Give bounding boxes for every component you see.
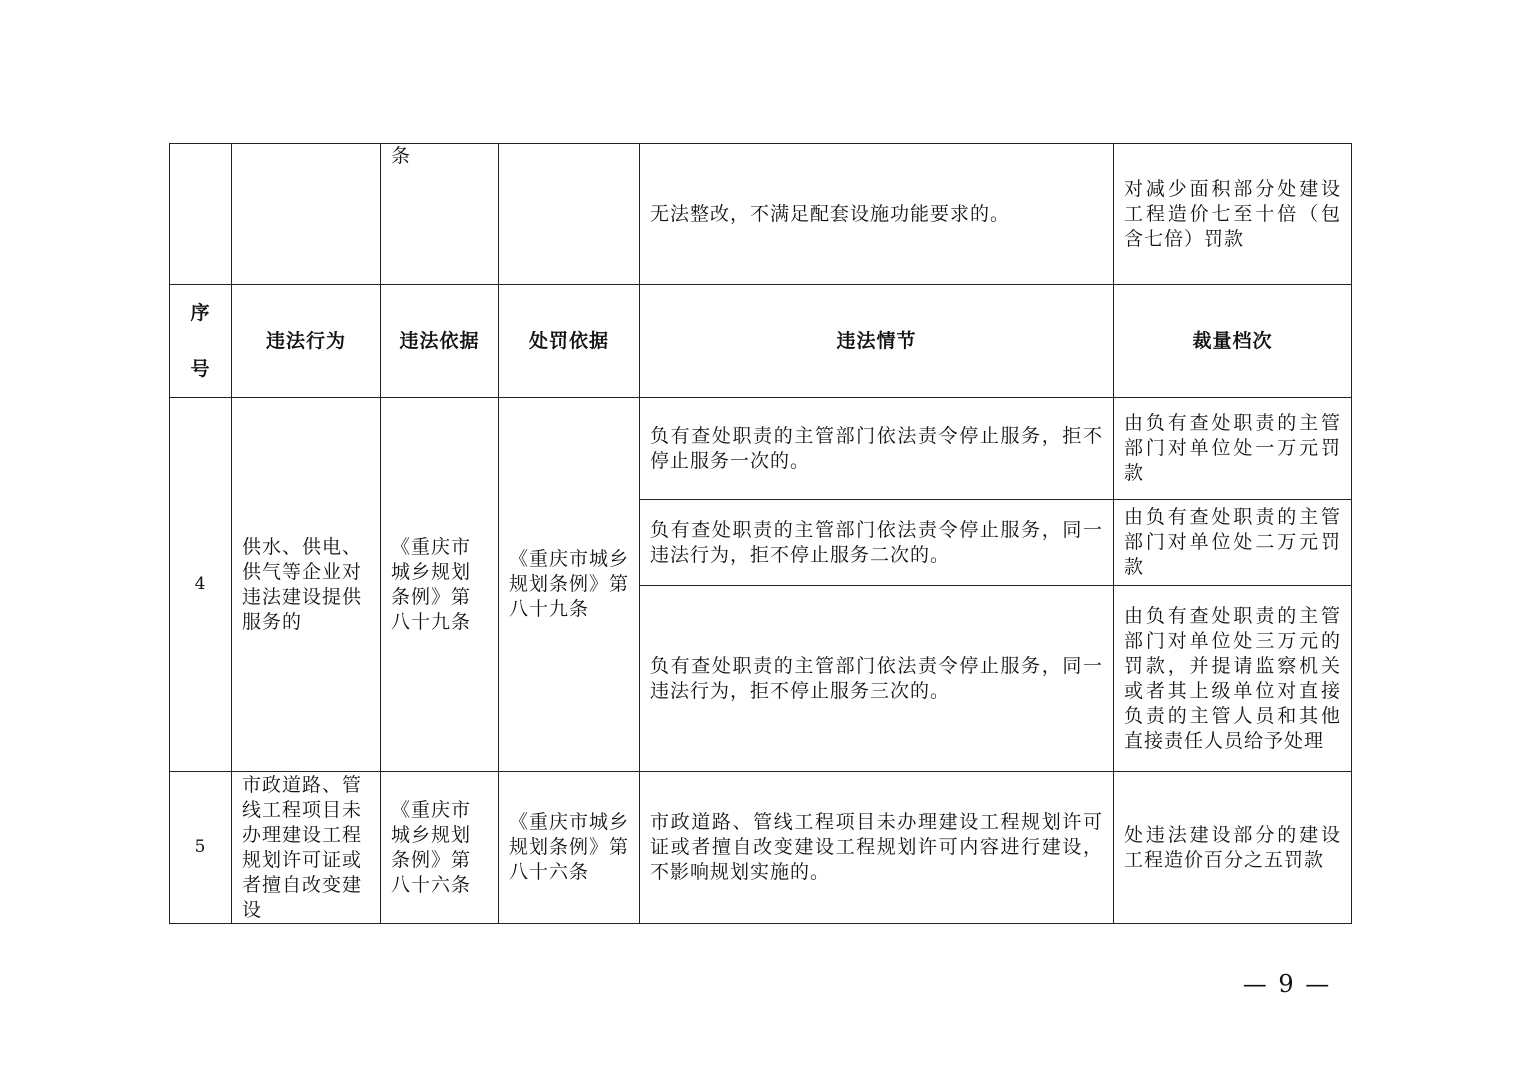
discretion-table: [169, 143, 1352, 924]
row-punish-basis: 《重庆市城乡规划条例》第八十六条: [499, 772, 640, 924]
row-basis: 《重庆市城乡规划条例》第八十六条: [381, 772, 499, 924]
continuation-penalty: 对减少面积部分处建设工程造价七至十倍（包含七倍）罚款: [1124, 177, 1341, 250]
basis-tail-cell: [381, 144, 499, 285]
row-circumstance: 负有查处职责的主管部门依法责令停止服务，拒不停止服务一次的。: [640, 398, 1114, 500]
table-row: [170, 772, 1352, 924]
header-level: 裁量档次: [1114, 285, 1352, 398]
row-punish-basis: 《重庆市城乡规划条例》第八十九条: [499, 398, 640, 772]
header-circumstance: 违法情节: [640, 285, 1114, 398]
penalty-cell: [1114, 144, 1352, 285]
header-seq-bottom: 号: [190, 358, 211, 380]
row-level: 处违法建设部分的建设工程造价百分之五罚款: [1114, 772, 1352, 924]
basis-tail: 条: [391, 145, 412, 167]
row-level: 由负有查处职责的主管部门对单位处一万元罚款: [1114, 398, 1352, 500]
header-seq-top: 序: [190, 302, 211, 324]
page-number: — 9 —: [1242, 970, 1332, 998]
row-circumstance: 市政道路、管线工程项目未办理建设工程规划许可证或者擅自改变建设工程规划许可内容进行建设，不影响规划实施的。: [640, 772, 1114, 924]
row-level: 由负有查处职责的主管部门对单位处三万元的罚款，并提请监察机关或者其上级单位对直接负责的主管人员和其他直接责任人员给予处理: [1114, 586, 1352, 772]
row-seq: 5: [170, 772, 232, 924]
row-act: 市政道路、管线工程项目未办理建设工程规划许可证或者擅自改变建设: [232, 772, 381, 924]
table-row: [170, 398, 1352, 500]
circumstance-cell: [640, 144, 1114, 285]
header-row: [170, 285, 1352, 398]
header-seq: [170, 285, 232, 398]
header-act: 违法行为: [232, 285, 381, 398]
continuation-row: [170, 144, 1352, 285]
row-level: 由负有查处职责的主管部门对单位处二万元罚款: [1114, 500, 1352, 586]
header-basis: 违法依据: [381, 285, 499, 398]
continuation-circumstance: 无法整改，不满足配套设施功能要求的。: [650, 202, 1011, 225]
row-circumstance: 负有查处职责的主管部门依法责令停止服务，同一违法行为，拒不停止服务二次的。: [640, 500, 1114, 586]
row-basis: 《重庆市城乡规划条例》第八十九条: [381, 398, 499, 772]
row-circumstance: 负有查处职责的主管部门依法责令停止服务，同一违法行为，拒不停止服务三次的。: [640, 586, 1114, 772]
row-act: 供水、供电、供气等企业对违法建设提供服务的: [232, 398, 381, 772]
header-punish-basis: 处罚依据: [499, 285, 640, 398]
row-seq: 4: [170, 398, 232, 772]
